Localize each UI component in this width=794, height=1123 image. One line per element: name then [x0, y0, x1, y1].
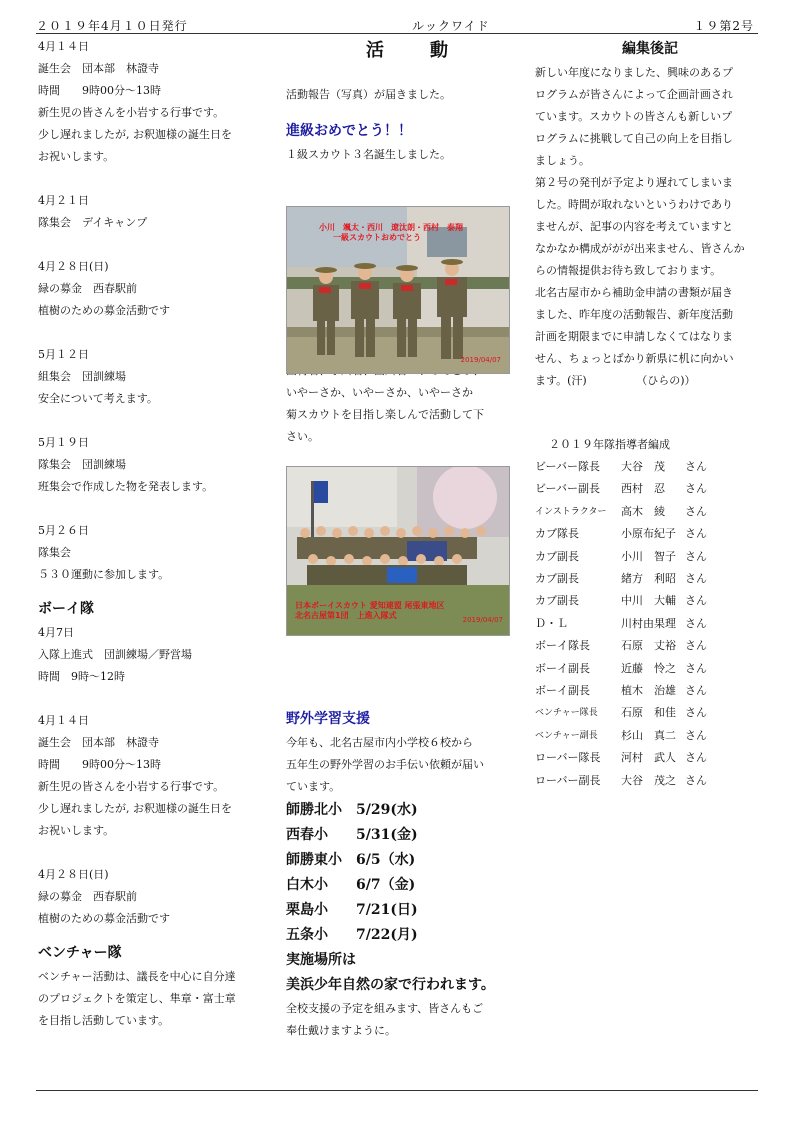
promotion-photo [286, 206, 510, 374]
editor-line: ます。(汗) （ひらの)） [535, 374, 696, 387]
school-name: 白木小 [286, 877, 328, 893]
roster-name: 植木 治雄 [621, 684, 676, 698]
roster-name: 杉山 真二 [621, 728, 676, 742]
school-date: 6/7（金) [356, 877, 416, 893]
photo2-date: 2019/04/07 [462, 616, 503, 624]
schedule-row [286, 898, 522, 923]
photo1-caption-line: 一級スカウトおめでとう [333, 233, 421, 242]
event-line: 新生児の皆さんを小岩する行事です。 [38, 780, 225, 793]
venture-line: のプロジェクトを策定し、隼章・富士章 [38, 992, 236, 1005]
roster-row [535, 568, 765, 590]
editor-line: ましょう。 [535, 154, 590, 167]
event-line: 植樹のための募金活動です [38, 304, 170, 317]
event-line: 隊集会 デイキャンプ [38, 216, 148, 229]
schedule-column [38, 36, 273, 1032]
photo1-date: 2019/04/07 [460, 356, 501, 364]
editor-line: した。時間が取れないというわけであり [535, 198, 733, 211]
school-date: 5/31(金) [356, 827, 418, 843]
roster-name: 緒方 利昭 [621, 572, 676, 586]
school-schedule [286, 798, 522, 948]
event-line: 組集会 団訓練場 [38, 370, 126, 383]
event-date: 4月１４日 [38, 40, 89, 53]
event-gap [38, 842, 273, 864]
event-line: お祝いします。 [38, 150, 115, 163]
roster-name: 西村 忍 [621, 482, 665, 496]
page-header [36, 15, 758, 34]
editor-line: 新しい年度になりました、興味のあるプ [535, 66, 733, 79]
editor-line: ログラムが皆さんによって企画計画され [535, 88, 733, 101]
outdoor-heading: 野外学習支援 [286, 711, 370, 727]
venture-heading: ベンチャー隊 [38, 945, 122, 961]
roster-role: ベンチャー隊長 [535, 708, 598, 719]
roster-row [535, 546, 765, 568]
editor-line: 計画を期限までに申請しなくてはなりま [535, 330, 733, 343]
cub-events [38, 36, 273, 586]
schedule-row [286, 798, 522, 823]
roster-name: 大谷 茂 [621, 460, 665, 473]
schedule-row [286, 873, 522, 898]
roster-suffix: さん [685, 594, 707, 608]
closing-line: 全校支援の予定を組みます、皆さんもご [286, 1002, 484, 1015]
event-gap [38, 688, 273, 710]
promotion-text: １級スカウト３名誕生しました。 [286, 148, 451, 161]
roster-row [535, 456, 765, 478]
event-date: 4月7日 [38, 626, 74, 639]
event-line: 隊集会 [38, 546, 71, 559]
editorial-column [535, 36, 765, 792]
roster-role: カブ副長 [535, 572, 579, 586]
roster-role: ローバー隊長 [535, 751, 601, 765]
roster-suffix: さん [685, 639, 707, 653]
congrats-line: いやーさか、いやーさか、いやーさか [286, 386, 473, 399]
event-date: 4月１４日 [38, 714, 89, 727]
photo1-caption [319, 223, 463, 243]
issue-number: １９第2号 [693, 19, 754, 33]
event-date: 4月２１日 [38, 194, 89, 207]
outdoor-line: ています。 [286, 780, 341, 793]
roster-role: カブ副長 [535, 594, 579, 608]
roster-row [535, 770, 765, 792]
roster-suffix: さん [685, 549, 707, 563]
event-line: 誕生会 団本部 林證寺 [38, 736, 159, 749]
intro-text: 活動報告（写真）が届きました。 [286, 88, 451, 101]
school-name: 栗島小 [286, 902, 328, 918]
editor-line: せん、ちょっとばかり新県に机に向かい [535, 352, 734, 365]
roster-name: 河村 武人 [621, 751, 676, 765]
school-date: 7/22(月) [356, 927, 418, 943]
event-line: 少し遅れましたが, お釈迦様の誕生日を [38, 802, 232, 815]
closing-line: 奉仕戴けますように。 [286, 1024, 396, 1037]
photo1-caption-line: 小川 颯太・西川 遼汰朗・西村 泰翔 [319, 223, 463, 232]
roster-role: カブ隊長 [535, 527, 579, 541]
schedule-row [286, 923, 522, 948]
photo2-caption [295, 601, 445, 621]
event-line: ５３０運動に参加します。 [38, 568, 170, 581]
photo2-caption-line: 北名古屋第1団 上進入隊式 [295, 611, 397, 620]
roster-row [535, 501, 765, 523]
school-name: 師勝東小 [286, 852, 342, 868]
event-line: 班集会で作成した物を発表します。 [38, 480, 214, 493]
roster-name: 小川 智子 [621, 549, 676, 563]
roster-role: ボーイ副長 [535, 684, 590, 698]
venture-line: ベンチャー活動は、議長を中心に自分達 [38, 970, 236, 983]
roster-role: ボーイ副長 [535, 661, 590, 675]
event-gap [38, 234, 273, 256]
editor-line: 第２号の発刊が予定より遅れてしまいま [535, 176, 733, 189]
roster-suffix: さん [685, 773, 707, 787]
event-date: 4月２８日(日) [38, 868, 109, 881]
roster-role: ベンチャー副長 [535, 730, 598, 741]
editor-line: ました、昨年度の活動報告、新年度活動 [535, 308, 733, 321]
roster-role: ローバー副長 [535, 773, 601, 787]
event-line: 時間 9時00分～13時 [38, 758, 161, 771]
roster-role: ビーバー隊長 [535, 460, 601, 473]
event-gap [38, 322, 273, 344]
roster-name: 中川 大輔 [621, 594, 676, 608]
footer-rule [36, 1090, 758, 1091]
issue-date: ２０１９年4月１０日発行 [36, 19, 188, 33]
roster-role: Ｄ・Ｌ [535, 616, 568, 630]
editor-line: 北名古屋市から補助金申請の書類が届き [535, 286, 733, 299]
venue-label: 実施場所は [286, 952, 356, 968]
event-line: 時間 9時00分～13時 [38, 84, 161, 97]
event-gap [38, 410, 273, 432]
roster-row [535, 680, 765, 702]
boy-troop-heading: ボーイ隊 [38, 601, 94, 617]
event-line: 安全について考えます。 [38, 392, 158, 405]
event-line: お祝いします。 [38, 824, 115, 837]
roster-name: 近藤 怜之 [621, 661, 676, 675]
page-title: 活 動 [366, 40, 462, 61]
photo2-caption-line: 日本ボーイスカウト 愛知連盟 尾張東地区 [295, 601, 445, 610]
roster-suffix: さん [685, 504, 707, 518]
school-name: 西春小 [286, 827, 328, 843]
event-date: 5月１９日 [38, 436, 89, 449]
event-line: 少し遅れましたが, お釈迦様の誕生日を [38, 128, 232, 141]
roster-row [535, 635, 765, 657]
roster-row [535, 478, 765, 500]
editor-line: ませんが、記事の内容を考えていますと [535, 220, 733, 233]
promotion-heading: 進級おめでとう！！ [286, 123, 412, 139]
roster-row [535, 702, 765, 724]
roster-name: 川村由果理 [621, 616, 676, 630]
editor-line: らの情報提供お待ち致しております。 [535, 264, 722, 277]
roster-name: 大谷 茂之 [621, 773, 676, 787]
outdoor-line: 五年生の野外学習のお手伝い依頼が届い [286, 758, 484, 771]
editor-line: ています。スカウトの皆さんも新しいプ [535, 110, 733, 123]
event-line: 誕生会 団本部 林證寺 [38, 62, 159, 75]
event-date: 5月１２日 [38, 348, 89, 361]
venue-text: 美浜少年自然の家で行われます。 [286, 977, 495, 993]
event-line: 新生児の皆さんを小岩する行事です。 [38, 106, 225, 119]
schedule-row [286, 823, 522, 848]
roster-suffix: さん [685, 684, 707, 698]
schedule-row [286, 848, 522, 873]
roster-title: ２０１９年隊指導者編成 [549, 438, 670, 451]
editor-line: なかなか構成ががが出来ません、皆さんか [535, 242, 745, 255]
venture-line: を目指し活動しています。 [38, 1014, 170, 1027]
newsletter-title: ルックワイド [412, 19, 490, 33]
event-gap [38, 498, 273, 520]
roster-suffix: さん [685, 572, 707, 586]
school-name: 師勝北小 [286, 802, 342, 818]
roster-suffix: さん [685, 661, 707, 675]
roster-name: 小原布紀子 [621, 527, 676, 541]
roster-row [535, 747, 765, 769]
editor-heading: 編集後記 [622, 41, 678, 57]
roster-row [535, 613, 765, 635]
roster-row [535, 523, 765, 545]
roster-role: カブ副長 [535, 549, 579, 563]
roster-suffix: さん [685, 616, 707, 630]
school-date: 6/5（水) [356, 852, 416, 868]
editor-notes [535, 62, 765, 392]
roster-row [535, 658, 765, 680]
event-line: 緑の募金 西春駅前 [38, 282, 137, 295]
roster-row [535, 590, 765, 612]
roster-name: 石原 丈裕 [621, 639, 676, 653]
roster-row [535, 725, 765, 747]
roster-name: 石原 和佳 [621, 706, 676, 720]
event-date: 5月２６日 [38, 524, 89, 537]
congrats-line: 菊スカウトを目指し楽しんで活動して下 [286, 408, 484, 421]
congrats-line: さい。 [286, 430, 319, 443]
event-line: 時間 9時～12時 [38, 670, 125, 683]
event-date: 4月２８日(日) [38, 260, 109, 273]
roster-role: インストラクター [535, 506, 607, 517]
roster-suffix: さん [685, 482, 707, 496]
group-photo [286, 466, 510, 636]
roster-role: ボーイ隊長 [535, 639, 590, 653]
event-line: 緑の募金 西春駅前 [38, 890, 137, 903]
event-line: 入隊上進式 団訓練場／野営場 [38, 648, 192, 661]
leader-roster [535, 456, 765, 792]
school-date: 5/29(水) [356, 802, 418, 818]
event-line: 隊集会 団訓練場 [38, 458, 126, 471]
school-name: 五条小 [286, 927, 328, 943]
school-date: 7/21(日) [356, 902, 418, 918]
event-line: 植樹のための募金活動です [38, 912, 170, 925]
roster-suffix: さん [685, 460, 707, 473]
event-gap [38, 168, 273, 190]
editor-line: ログラムに挑戦して自己の向上を目指し [535, 132, 733, 145]
roster-role: ビーバー副長 [535, 482, 601, 496]
outdoor-line: 今年も、北名古屋市内小学校６校から [286, 736, 473, 749]
boy-events [38, 622, 273, 930]
roster-suffix: さん [685, 728, 707, 742]
roster-suffix: さん [685, 706, 707, 720]
roster-suffix: さん [685, 527, 707, 541]
roster-name: 高木 綾 [621, 504, 665, 518]
roster-suffix: さん [685, 751, 707, 765]
